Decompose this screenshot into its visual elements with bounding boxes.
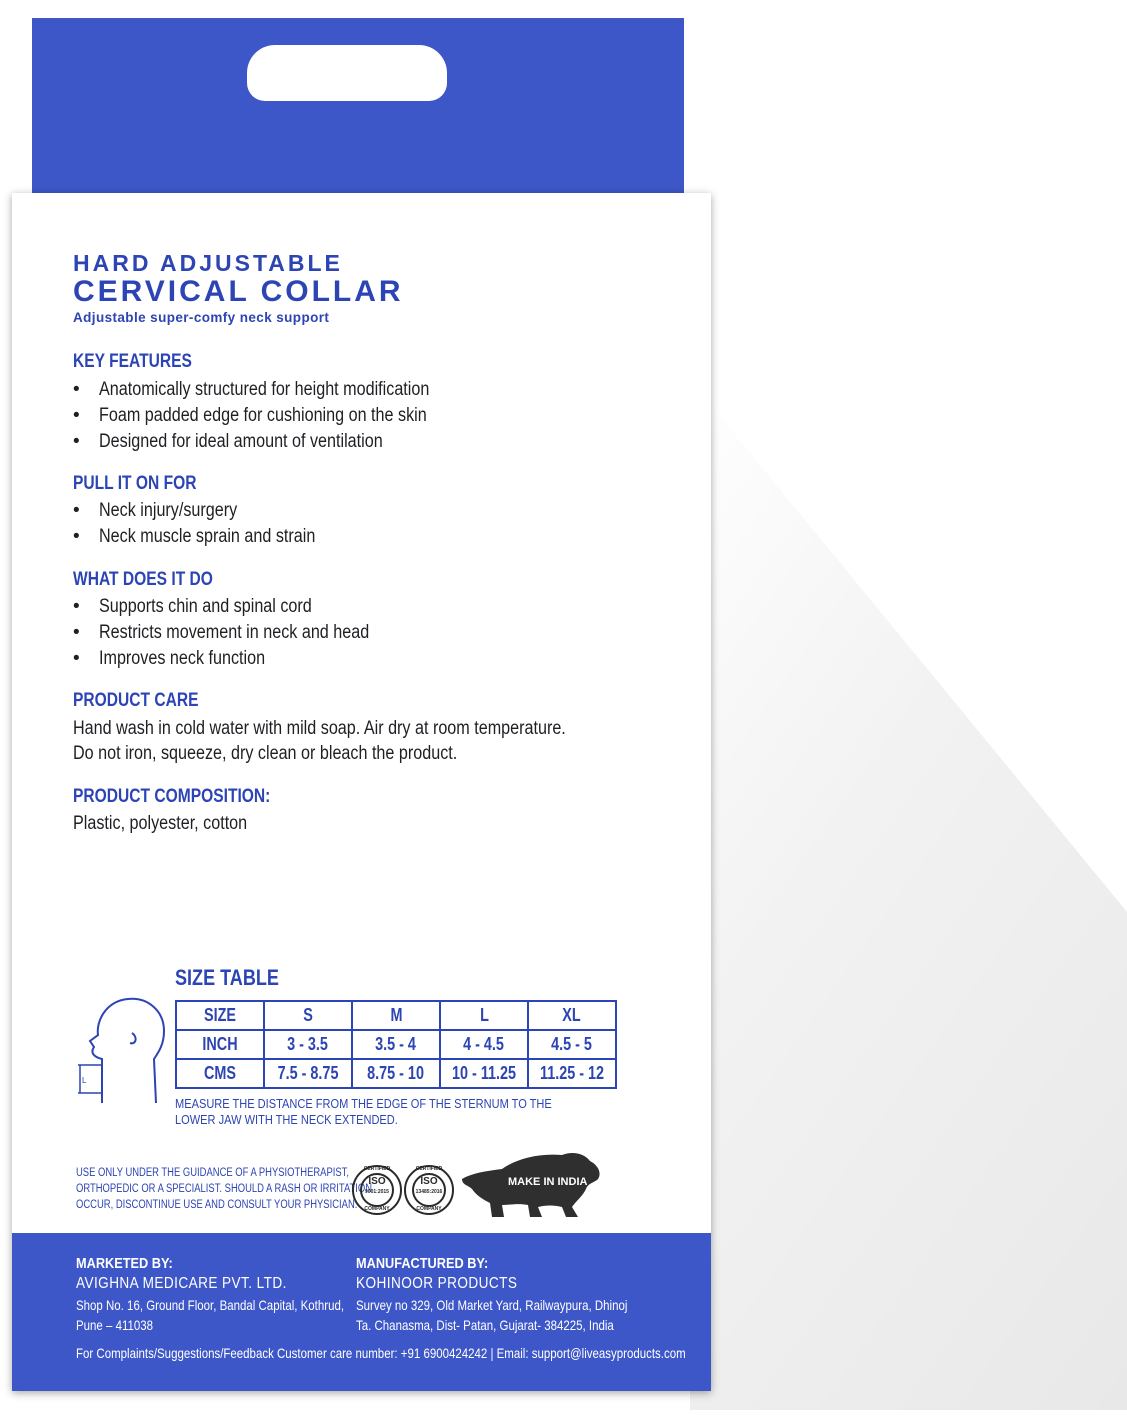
- table-header-cell: L: [440, 1001, 528, 1030]
- iso-ring-top-text: CERTIFIED: [363, 1166, 391, 1172]
- iso-standard: 9001:2015: [365, 1189, 389, 1195]
- make-in-india-lion-icon: [458, 1149, 604, 1221]
- marketed-by-address-line1: Shop No. 16, Ground Floor, Bandal Capital, Kothrud,: [76, 1297, 345, 1313]
- caution-line3: OCCUR, DISCONTINUE USE AND CONSULT YOUR PHYSICIAN.: [76, 1199, 358, 1211]
- figure-length-label: L: [82, 1076, 87, 1085]
- hanger-hole: [247, 45, 447, 101]
- iso-ring-bottom-text: COMPANY: [364, 1206, 390, 1212]
- table-cell: INCH: [176, 1030, 264, 1059]
- table-cell: 3 - 3.5: [264, 1030, 352, 1059]
- list-item: • Improves neck function: [73, 648, 266, 669]
- table-cell: 8.75 - 10: [352, 1059, 440, 1088]
- iso-ring-top-text: CERTIFIED: [415, 1166, 443, 1172]
- product-care-line1: Hand wash in cold water with mild soap. Air dry at room temperature.: [73, 718, 566, 739]
- caution-text: [76, 1165, 372, 1213]
- iso-label: ISO: [420, 1176, 438, 1187]
- package-shadow: [690, 380, 1127, 1410]
- iso-inner: [412, 1173, 446, 1207]
- list-item: • Restricts movement in neck and head: [73, 622, 370, 643]
- what-does-it-do-list: [73, 594, 417, 672]
- table-cell: 4 - 4.5: [440, 1030, 528, 1059]
- table-header-cell: XL: [528, 1001, 616, 1030]
- marketed-by-heading: MARKETED BY:: [76, 1255, 173, 1272]
- product-title-line1: HARD ADJUSTABLE: [73, 250, 343, 276]
- list-item: • Supports chin and spinal cord: [73, 596, 312, 617]
- what-does-it-do-heading: WHAT DOES IT DO: [73, 569, 213, 590]
- customer-care-contact: For Complaints/Suggestions/Feedback Customer care number: +91 6900424242 | Email: support@liveasyproducts.com: [76, 1345, 686, 1361]
- table-row: [176, 1059, 616, 1088]
- neck-measurement-figure: [72, 993, 176, 1109]
- table-row: [176, 1030, 616, 1059]
- hanger-tab: [32, 18, 684, 218]
- table-header-cell: S: [264, 1001, 352, 1030]
- product-care-line2: Do not iron, squeeze, dry clean or bleach the product.: [73, 743, 458, 764]
- table-header-cell: SIZE: [176, 1001, 264, 1030]
- marketed-by-address-line2: Pune – 411038: [76, 1317, 154, 1333]
- table-cell: 11.25 - 12: [528, 1059, 616, 1088]
- composition-text: Plastic, polyester, cotton: [73, 813, 248, 834]
- list-item: • Neck muscle sprain and strain: [73, 526, 316, 547]
- table-cell: CMS: [176, 1059, 264, 1088]
- table-cell: 3.5 - 4: [352, 1030, 440, 1059]
- product-care-heading: PRODUCT CARE: [73, 690, 199, 711]
- table-cell: 4.5 - 5: [528, 1030, 616, 1059]
- key-features-heading: KEY FEATURES: [73, 351, 192, 372]
- pull-it-on-for-heading: PULL IT ON FOR: [73, 473, 197, 494]
- manufactured-by-heading: MANUFACTURED BY:: [356, 1255, 489, 1272]
- iso-certified-badge: [352, 1165, 402, 1215]
- list-item: • Neck injury/surgery: [73, 500, 238, 521]
- composition-heading: PRODUCT COMPOSITION:: [73, 786, 271, 807]
- size-note-line1: MEASURE THE DISTANCE FROM THE EDGE OF THE STERNUM TO THE: [175, 1096, 552, 1111]
- table-row: [176, 1001, 616, 1030]
- manufactured-by-name: KOHINOOR PRODUCTS: [356, 1275, 518, 1292]
- list-item: • Foam padded edge for cushioning on the skin: [73, 405, 427, 426]
- marketed-by-name: AVIGHNA MEDICARE PVT. LTD.: [76, 1275, 287, 1292]
- product-subtitle: Adjustable super-comfy neck support: [73, 310, 330, 325]
- size-measure-note: [175, 1096, 552, 1128]
- iso-inner: [360, 1173, 394, 1207]
- iso-ring-bottom-text: COMPANY: [416, 1206, 442, 1212]
- list-item: • Designed for ideal amount of ventilation: [73, 431, 383, 452]
- pull-it-on-for-list: [73, 498, 354, 550]
- iso-certified-badge: [404, 1165, 454, 1215]
- make-in-india-text: MAKE IN INDIA: [508, 1176, 588, 1188]
- iso-standard: 13485:2016: [415, 1189, 443, 1195]
- key-features-list: [73, 377, 488, 455]
- table-cell: 7.5 - 8.75: [264, 1059, 352, 1088]
- caution-line2: ORTHOPEDIC OR A SPECIALIST. SHOULD A RASH OR IRRITATION: [76, 1183, 373, 1195]
- footer-band: [12, 1233, 711, 1391]
- table-cell: 10 - 11.25: [440, 1059, 528, 1088]
- product-title-line2: CERVICAL COLLAR: [73, 275, 404, 308]
- manufactured-by-address-line2: Ta. Chanasma, Dist- Patan, Gujarat- 384225, India: [356, 1317, 614, 1333]
- list-item: • Anatomically structured for height modification: [73, 379, 430, 400]
- iso-label: ISO: [368, 1176, 386, 1187]
- size-table-title: SIZE TABLE: [175, 965, 279, 990]
- size-note-line2: LOWER JAW WITH THE NECK EXTENDED.: [175, 1112, 398, 1127]
- package-back-panel: [12, 193, 711, 1391]
- caution-line1: USE ONLY UNDER THE GUIDANCE OF A PHYSIOTHERAPIST,: [76, 1167, 350, 1179]
- table-header-cell: M: [352, 1001, 440, 1030]
- size-table: [175, 1000, 617, 1089]
- manufactured-by-address-line1: Survey no 329, Old Market Yard, Railwaypura, Dhinoj: [356, 1297, 628, 1313]
